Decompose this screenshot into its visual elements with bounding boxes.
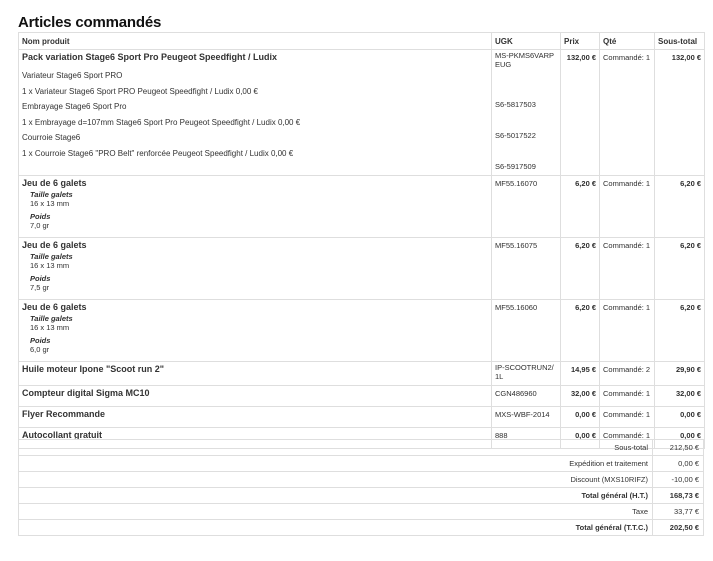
attribute-value: 7,5 gr	[30, 282, 50, 292]
totals-value: 33,77 €	[653, 504, 704, 520]
product-price: 6,20 €	[575, 178, 596, 188]
totals-label: Total général (T.T.C.)	[19, 520, 653, 536]
attribute-value: 16 x 13 mm	[30, 198, 70, 208]
price-cell	[561, 406, 600, 427]
quantity-cell	[600, 237, 655, 299]
table-row	[19, 361, 705, 385]
sku-cell	[492, 299, 561, 361]
attribute-label: Taille galets	[30, 189, 73, 199]
attribute-label: Poids	[30, 273, 51, 283]
totals-value: 202,50 €	[653, 520, 704, 536]
product-name-cell	[19, 361, 492, 385]
sku-cell	[492, 361, 561, 385]
product-price: 0,00 €	[575, 409, 596, 419]
price-cell	[561, 237, 600, 299]
quantity-cell	[600, 175, 655, 237]
option-group-label: Embrayage Stage6 Sport Pro	[22, 102, 127, 112]
product-name: Compteur digital Sigma MC10	[22, 387, 150, 398]
quantity-cell	[600, 406, 655, 427]
product-quantity: Commandé: 1	[603, 53, 651, 62]
product-name: Huile moteur Ipone "Scoot run 2"	[22, 363, 165, 374]
table-row	[19, 50, 705, 176]
totals-label: Expédition et traitement	[19, 456, 653, 472]
attribute-label: Poids	[30, 211, 51, 221]
option-sku: S6-5917509	[495, 161, 536, 171]
totals-label: Sous-total	[19, 440, 653, 456]
totals-value: -10,00 €	[653, 472, 704, 488]
subtotal-cell	[655, 237, 705, 299]
option-group-label: Courroie Stage6	[22, 133, 81, 143]
totals-row-subtotal	[19, 440, 704, 456]
option-item: 1 x Courroie Stage6 "PRO Belt" renforcée Peugeot Speedfight / Ludix 0,00 €	[22, 148, 294, 158]
table-row	[19, 299, 705, 361]
product-name-cell	[19, 385, 492, 406]
product-quantity: Commandé: 2	[603, 364, 651, 374]
product-quantity: Commandé: 1	[603, 178, 651, 188]
product-name-cell	[19, 50, 492, 176]
product-name: Jeu de 6 galets	[22, 239, 87, 250]
column-header-price: Prix	[561, 33, 600, 50]
column-header-product-name: Nom produit	[19, 33, 492, 50]
sku-cell	[492, 406, 561, 427]
product-subtotal: 6,20 €	[680, 178, 701, 188]
product-price: 32,00 €	[570, 388, 596, 398]
totals-row-grand-total-incl-tax	[19, 520, 704, 536]
totals-row-discount	[19, 472, 704, 488]
quantity-cell	[600, 361, 655, 385]
subtotal-cell	[655, 361, 705, 385]
attribute-value: 16 x 13 mm	[30, 322, 70, 332]
product-name: Pack variation Stage6 Sport Pro Peugeot Speedfight / Ludix	[22, 52, 278, 62]
product-sku: IP-SCOOTRUN2/1L	[495, 362, 554, 381]
product-subtotal: 132,00 €	[671, 53, 701, 62]
sku-cell	[492, 50, 561, 176]
product-subtotal: 29,90 €	[675, 364, 701, 374]
product-name: Autocollant gratuit	[22, 429, 102, 440]
table-row	[19, 406, 705, 427]
order-totals-table	[18, 439, 704, 536]
option-group-label: Variateur Stage6 Sport PRO	[22, 71, 123, 80]
product-name-cell	[19, 299, 492, 361]
product-sku: MF55.16070	[495, 178, 538, 188]
product-price: 6,20 €	[575, 302, 596, 312]
option-sku: S6-5817503	[495, 99, 536, 109]
product-quantity: Commandé: 1	[603, 430, 651, 440]
option-sku: S6-5017522	[495, 130, 536, 140]
totals-value: 168,73 €	[653, 488, 704, 504]
product-price: 14,95 €	[570, 364, 596, 374]
totals-row-shipping	[19, 456, 704, 472]
sku-cell	[492, 237, 561, 299]
totals-value: 212,50 €	[653, 440, 704, 456]
price-cell	[561, 299, 600, 361]
product-name: Jeu de 6 galets	[22, 301, 87, 312]
ordered-items-table	[18, 32, 705, 449]
sku-cell	[492, 385, 561, 406]
product-quantity: Commandé: 1	[603, 240, 651, 250]
product-name: Jeu de 6 galets	[22, 177, 87, 188]
column-header-subtotal: Sous-total	[655, 33, 705, 50]
price-cell	[561, 50, 600, 176]
product-price: 6,20 €	[575, 240, 596, 250]
attribute-label: Taille galets	[30, 313, 73, 323]
totals-row-grand-total-excl-tax	[19, 488, 704, 504]
totals-value: 0,00 €	[653, 456, 704, 472]
sku-cell	[492, 175, 561, 237]
product-subtotal: 6,20 €	[680, 302, 701, 312]
page-title: Articles commandés	[18, 14, 162, 31]
product-sku: 888	[495, 430, 508, 440]
option-item: 1 x Embrayage d=107mm Stage6 Sport Pro Peugeot Speedfight / Ludix 0,00 €	[22, 117, 301, 127]
product-sku: MS-PKMS6VARPEUG	[495, 51, 555, 69]
product-name: Flyer Recommande	[22, 408, 106, 419]
subtotal-cell	[655, 406, 705, 427]
product-subtotal: 0,00 €	[680, 430, 701, 440]
column-header-quantity: Qté	[600, 33, 655, 50]
quantity-cell	[600, 299, 655, 361]
quantity-cell	[600, 50, 655, 176]
subtotal-cell	[655, 299, 705, 361]
table-row	[19, 175, 705, 237]
totals-row-tax	[19, 504, 704, 520]
product-name-cell	[19, 237, 492, 299]
attribute-value: 16 x 13 mm	[30, 260, 70, 270]
product-quantity: Commandé: 1	[603, 388, 651, 398]
attribute-value: 7,0 gr	[30, 220, 50, 230]
product-price: 132,00 €	[566, 53, 596, 62]
price-cell	[561, 175, 600, 237]
price-cell	[561, 385, 600, 406]
quantity-cell	[600, 385, 655, 406]
product-name-cell	[19, 175, 492, 237]
product-subtotal: 6,20 €	[680, 240, 701, 250]
product-quantity: Commandé: 1	[603, 302, 651, 312]
table-header-row	[19, 33, 705, 50]
attribute-value: 6,0 gr	[30, 344, 50, 354]
totals-label: Taxe	[19, 504, 653, 520]
product-sku: MF55.16075	[495, 240, 538, 250]
product-sku: MXS-WBF-2014	[495, 409, 550, 419]
column-header-sku: UGK	[492, 33, 561, 50]
attribute-label: Taille galets	[30, 251, 73, 261]
option-item: 1 x Variateur Stage6 Sport PRO Peugeot Speedfight / Ludix 0,00 €	[22, 86, 259, 96]
subtotal-cell	[655, 50, 705, 176]
subtotal-cell	[655, 385, 705, 406]
product-name-cell	[19, 406, 492, 427]
totals-label: Total général (H.T.)	[19, 488, 653, 504]
product-subtotal: 32,00 €	[675, 388, 701, 398]
product-subtotal: 0,00 €	[680, 409, 701, 419]
product-sku: MF55.16060	[495, 302, 538, 312]
price-cell	[561, 361, 600, 385]
subtotal-cell	[655, 175, 705, 237]
attribute-label: Poids	[30, 335, 51, 345]
table-row	[19, 237, 705, 299]
product-price: 0,00 €	[575, 430, 596, 440]
totals-label: Discount (MXS10RIFZ)	[19, 472, 653, 488]
product-sku: CGN486960	[495, 388, 537, 398]
product-quantity: Commandé: 1	[603, 409, 651, 419]
table-row	[19, 385, 705, 406]
